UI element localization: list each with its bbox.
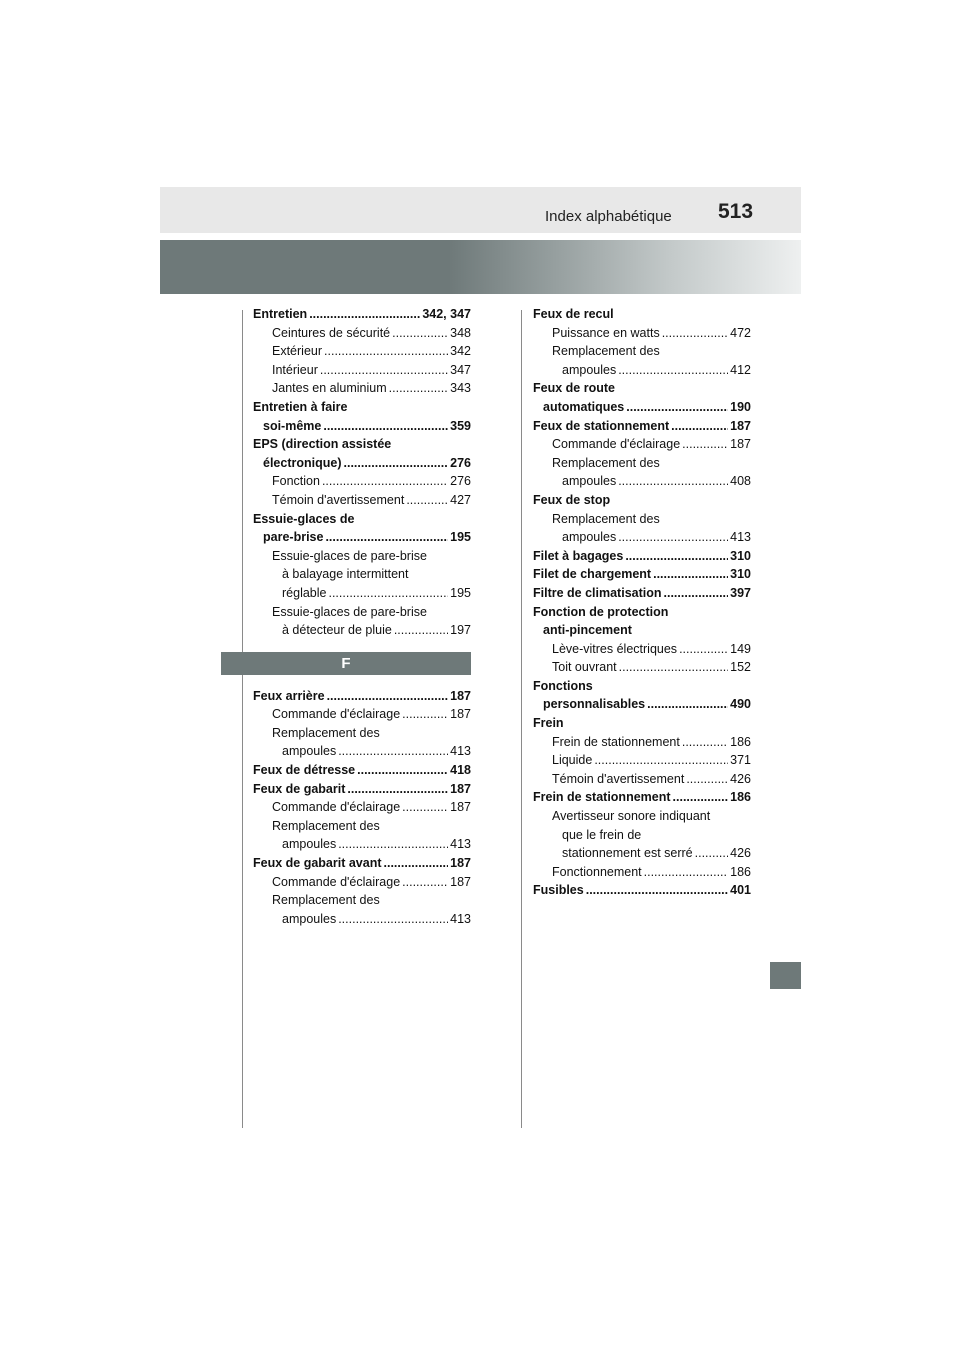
dot-leader bbox=[644, 863, 729, 882]
index-entry bbox=[253, 761, 471, 780]
dot-leader bbox=[682, 733, 728, 752]
index-term: Filet à bagages bbox=[533, 548, 624, 563]
page-reference: 490 bbox=[730, 697, 751, 712]
index-entry bbox=[253, 342, 471, 361]
page-reference: 187 bbox=[730, 437, 751, 452]
index-term: Frein bbox=[533, 716, 564, 731]
dot-leader bbox=[626, 398, 728, 417]
page-reference: 347 bbox=[450, 362, 471, 377]
index-entry bbox=[253, 854, 471, 873]
index-term: Témoin d'avertissement bbox=[272, 492, 405, 507]
page-reference: 408 bbox=[730, 474, 751, 489]
index-entry bbox=[533, 528, 751, 547]
left-index-column bbox=[253, 305, 471, 928]
dot-leader bbox=[402, 798, 448, 817]
index-term: Puissance en watts bbox=[552, 325, 660, 340]
index-entry bbox=[253, 835, 471, 854]
page-reference: 426 bbox=[730, 846, 751, 861]
page-reference: 413 bbox=[450, 837, 471, 852]
dot-leader bbox=[618, 472, 728, 491]
page-reference: 276 bbox=[450, 455, 471, 470]
page-reference: 426 bbox=[730, 771, 751, 786]
page-reference: 190 bbox=[730, 399, 751, 414]
dot-leader bbox=[394, 621, 448, 640]
dot-leader bbox=[673, 788, 729, 807]
dot-leader bbox=[357, 761, 448, 780]
page-reference: 472 bbox=[730, 325, 751, 340]
index-entry bbox=[533, 733, 751, 752]
index-term: soi-même bbox=[263, 418, 322, 433]
dot-leader bbox=[618, 361, 728, 380]
page-reference: 342 bbox=[450, 344, 471, 359]
page-reference: 187 bbox=[450, 781, 471, 796]
dot-leader bbox=[625, 547, 728, 566]
index-term: Essuie-glaces de bbox=[253, 511, 355, 526]
index-term: Toit ouvrant bbox=[552, 660, 617, 675]
index-entry bbox=[533, 584, 751, 603]
index-term: personnalisables bbox=[543, 697, 646, 712]
index-term: Frein de stationnement bbox=[533, 790, 671, 805]
index-term: automatiques bbox=[543, 399, 625, 414]
index-term: Remplacement des bbox=[552, 344, 660, 359]
dot-leader bbox=[664, 584, 729, 603]
dot-leader bbox=[309, 305, 420, 324]
index-term: Feux arrière bbox=[253, 688, 325, 703]
index-entry bbox=[533, 361, 751, 380]
index-term: Remplacement des bbox=[552, 511, 660, 526]
dot-leader bbox=[618, 528, 728, 547]
index-term: Intérieur bbox=[272, 362, 318, 377]
index-entry bbox=[533, 640, 751, 659]
index-term: Liquide bbox=[552, 753, 593, 768]
index-entry bbox=[533, 751, 751, 770]
index-term: Avertisseur sonore indiquant bbox=[552, 809, 711, 824]
dot-leader bbox=[679, 640, 728, 659]
dot-leader bbox=[662, 324, 728, 343]
page-reference: 187 bbox=[450, 688, 471, 703]
page-reference: 149 bbox=[730, 641, 751, 656]
index-entry bbox=[253, 491, 471, 510]
index-term: Commande d'éclairage bbox=[272, 707, 401, 722]
index-term: ampoules bbox=[282, 744, 337, 759]
dot-leader bbox=[647, 695, 728, 714]
index-entry bbox=[533, 788, 751, 807]
index-entry bbox=[533, 863, 751, 882]
right-column-rule bbox=[521, 310, 522, 1128]
page-reference: 371 bbox=[730, 753, 751, 768]
index-term: EPS (direction assistée bbox=[253, 437, 392, 452]
page-reference: 418 bbox=[450, 763, 471, 778]
index-term: Commande d'éclairage bbox=[272, 800, 401, 815]
header-bar bbox=[160, 187, 801, 233]
dot-leader bbox=[586, 881, 728, 900]
page-reference: 342, 347 bbox=[422, 307, 471, 321]
page-reference: 427 bbox=[450, 492, 471, 507]
page-reference: 195 bbox=[450, 530, 471, 545]
dot-leader bbox=[402, 705, 448, 724]
dot-leader bbox=[338, 910, 448, 929]
index-term: à détecteur de pluie bbox=[282, 623, 392, 638]
index-entry bbox=[253, 454, 471, 473]
dot-leader bbox=[682, 435, 728, 454]
index-term: Feux de stop bbox=[533, 492, 611, 507]
dot-leader bbox=[402, 873, 448, 892]
index-entry bbox=[253, 742, 471, 761]
page-reference: 310 bbox=[730, 548, 751, 563]
header-gradient-band bbox=[160, 240, 801, 294]
section-header-f: F bbox=[221, 652, 471, 675]
page-reference: 195 bbox=[450, 585, 471, 600]
index-term: Fonction bbox=[272, 474, 320, 489]
index-term: Fonctions bbox=[533, 678, 593, 693]
index-entry bbox=[533, 398, 751, 417]
index-entry bbox=[533, 472, 751, 491]
index-entry bbox=[253, 417, 471, 436]
page-title: Index alphabétique bbox=[545, 208, 672, 225]
index-entry bbox=[533, 417, 751, 436]
index-list-f-continued bbox=[533, 305, 751, 900]
index-term: Lève-vitres électriques bbox=[552, 641, 678, 656]
index-term: Fonction de protection bbox=[533, 604, 669, 619]
dot-leader bbox=[653, 565, 728, 584]
dot-leader bbox=[325, 528, 448, 547]
page-reference: 186 bbox=[730, 734, 751, 749]
page-reference: 187 bbox=[450, 800, 471, 815]
page-reference: 187 bbox=[450, 707, 471, 722]
index-entry bbox=[253, 584, 471, 603]
page-reference: 276 bbox=[450, 474, 471, 489]
index-entry bbox=[253, 305, 471, 324]
page-number: 513 bbox=[718, 200, 754, 223]
index-entry bbox=[253, 798, 471, 817]
page-reference: 413 bbox=[450, 911, 471, 926]
right-index-column bbox=[533, 305, 751, 900]
index-term: Extérieur bbox=[272, 344, 323, 359]
index-term: Entretien bbox=[253, 307, 308, 321]
dot-leader bbox=[338, 742, 448, 761]
index-term: anti-pincement bbox=[543, 623, 632, 638]
index-term: Remplacement des bbox=[272, 818, 380, 833]
dot-leader bbox=[338, 835, 448, 854]
index-term: ampoules bbox=[282, 837, 337, 852]
index-entry bbox=[533, 435, 751, 454]
page-reference: 187 bbox=[450, 874, 471, 889]
index-term: Remplacement des bbox=[272, 725, 380, 740]
dot-leader bbox=[594, 751, 728, 770]
index-term: à balayage intermittent bbox=[282, 567, 409, 582]
dot-leader bbox=[322, 472, 448, 491]
dot-leader bbox=[323, 417, 448, 436]
chapter-tab bbox=[770, 962, 801, 989]
index-entry bbox=[533, 881, 751, 900]
index-term: Remplacement des bbox=[272, 893, 380, 908]
index-term: Filtre de climatisation bbox=[533, 585, 662, 600]
dot-leader bbox=[686, 770, 728, 789]
page-reference: 187 bbox=[730, 418, 751, 433]
left-column-rule bbox=[242, 310, 243, 1128]
index-term: Essuie-glaces de pare-brise bbox=[272, 548, 427, 563]
index-term: Fusibles bbox=[533, 883, 584, 898]
index-entry bbox=[253, 324, 471, 343]
index-term: Jantes en aluminium bbox=[272, 381, 387, 396]
dot-leader bbox=[320, 361, 448, 380]
index-term: ampoules bbox=[282, 911, 337, 926]
index-term: Essuie-glaces de pare-brise bbox=[272, 604, 427, 619]
index-term: Commande d'éclairage bbox=[272, 874, 401, 889]
dot-leader bbox=[328, 584, 448, 603]
index-term: stationnement est serré bbox=[562, 846, 693, 861]
page-reference: 186 bbox=[730, 864, 751, 879]
page-reference: 348 bbox=[450, 325, 471, 340]
page-reference: 187 bbox=[450, 856, 471, 871]
index-term: Feux de détresse bbox=[253, 763, 356, 778]
index-entry bbox=[253, 780, 471, 799]
index-entry bbox=[253, 705, 471, 724]
dot-leader bbox=[619, 658, 729, 677]
index-term: ampoules bbox=[562, 474, 617, 489]
index-term: Filet de chargement bbox=[533, 567, 652, 582]
index-entry bbox=[253, 687, 471, 706]
page-reference: 359 bbox=[450, 418, 471, 433]
dot-leader bbox=[406, 491, 448, 510]
index-term: Frein de stationnement bbox=[552, 734, 680, 749]
index-entry bbox=[253, 472, 471, 491]
dot-leader bbox=[671, 417, 728, 436]
index-entry bbox=[533, 547, 751, 566]
index-term: ampoules bbox=[562, 362, 617, 377]
index-term: pare-brise bbox=[263, 530, 324, 545]
page-reference: 152 bbox=[730, 660, 751, 675]
page-reference: 186 bbox=[730, 790, 751, 805]
index-term: Fonctionnement bbox=[552, 864, 642, 879]
dot-leader bbox=[347, 780, 448, 799]
dot-leader bbox=[389, 379, 448, 398]
index-entry bbox=[253, 873, 471, 892]
index-term: Feux de stationnement bbox=[533, 418, 670, 433]
index-list-f bbox=[253, 687, 471, 929]
dot-leader bbox=[384, 854, 449, 873]
index-term: électronique) bbox=[263, 455, 342, 470]
index-entry bbox=[533, 695, 751, 714]
index-entry bbox=[253, 379, 471, 398]
page-reference: 343 bbox=[450, 381, 471, 396]
page-reference: 397 bbox=[730, 585, 751, 600]
dot-leader bbox=[344, 454, 449, 473]
index-entry bbox=[253, 910, 471, 929]
page-reference: 401 bbox=[730, 883, 751, 898]
page-reference: 413 bbox=[450, 744, 471, 759]
dot-leader bbox=[695, 844, 729, 863]
index-entry bbox=[253, 621, 471, 640]
index-term: Ceintures de sécurité bbox=[272, 325, 391, 340]
index-term: réglable bbox=[282, 585, 327, 600]
index-term: Entretien à faire bbox=[253, 399, 348, 414]
page-reference: 310 bbox=[730, 567, 751, 582]
index-list-e bbox=[253, 305, 471, 640]
index-term: Feux de gabarit bbox=[253, 781, 346, 796]
index-entry bbox=[533, 770, 751, 789]
index-entry bbox=[253, 528, 471, 547]
index-entry bbox=[533, 658, 751, 677]
dot-leader bbox=[327, 687, 449, 706]
index-term: Commande d'éclairage bbox=[552, 437, 681, 452]
index-entry bbox=[253, 361, 471, 380]
index-term: Feux de route bbox=[533, 381, 615, 396]
page-reference: 412 bbox=[730, 362, 751, 377]
index-term: Témoin d'avertissement bbox=[552, 771, 685, 786]
page-reference: 413 bbox=[730, 530, 751, 545]
index-entry bbox=[533, 565, 751, 584]
index-term: Feux de recul bbox=[533, 307, 614, 321]
index-term: que le frein de bbox=[562, 827, 642, 842]
index-entry bbox=[533, 844, 751, 863]
index-term: ampoules bbox=[562, 530, 617, 545]
index-entry bbox=[533, 324, 751, 343]
dot-leader bbox=[324, 342, 448, 361]
index-term: Remplacement des bbox=[552, 455, 660, 470]
page-reference: 197 bbox=[450, 623, 471, 638]
dot-leader bbox=[392, 324, 448, 343]
index-term: Feux de gabarit avant bbox=[253, 856, 382, 871]
